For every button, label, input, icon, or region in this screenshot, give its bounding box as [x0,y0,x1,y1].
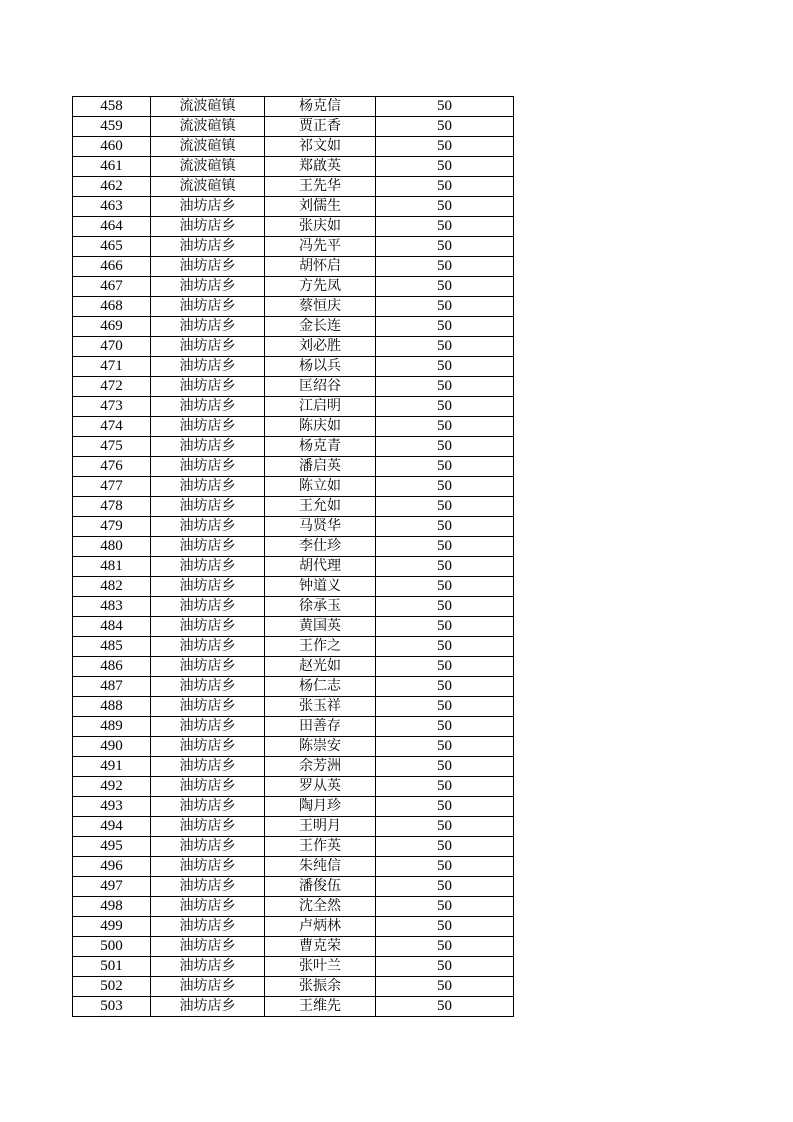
cell-number: 479 [73,517,151,537]
cell-township: 油坊店乡 [151,397,265,417]
cell-amount: 50 [376,937,514,957]
table-row [73,177,514,197]
cell-person-name: 王明月 [265,817,376,837]
cell-township: 油坊店乡 [151,777,265,797]
cell-township: 油坊店乡 [151,797,265,817]
cell-township: 油坊店乡 [151,237,265,257]
cell-person-name: 马贤华 [265,517,376,537]
cell-person-name: 朱纯信 [265,857,376,877]
cell-person-name: 杨仁志 [265,677,376,697]
table-row [73,637,514,657]
cell-number: 478 [73,497,151,517]
cell-township: 油坊店乡 [151,457,265,477]
cell-amount: 50 [376,197,514,217]
table-row [73,257,514,277]
cell-person-name: 张玉祥 [265,697,376,717]
cell-number: 494 [73,817,151,837]
cell-person-name: 胡怀启 [265,257,376,277]
cell-number: 462 [73,177,151,197]
cell-township: 油坊店乡 [151,557,265,577]
cell-person-name: 陈庆如 [265,417,376,437]
cell-number: 463 [73,197,151,217]
cell-number: 497 [73,877,151,897]
cell-number: 468 [73,297,151,317]
cell-township: 油坊店乡 [151,217,265,237]
cell-number: 483 [73,597,151,617]
cell-amount: 50 [376,857,514,877]
cell-person-name: 王作英 [265,837,376,857]
cell-amount: 50 [376,337,514,357]
cell-amount: 50 [376,797,514,817]
cell-township: 流波碹镇 [151,177,265,197]
table-row [73,837,514,857]
table-row [73,357,514,377]
cell-amount: 50 [376,717,514,737]
table-row [73,917,514,937]
cell-amount: 50 [376,417,514,437]
table-row [73,897,514,917]
cell-amount: 50 [376,397,514,417]
cell-number: 472 [73,377,151,397]
cell-township: 油坊店乡 [151,437,265,457]
cell-person-name: 陶月珍 [265,797,376,817]
table-container [72,96,513,1017]
table-row [73,237,514,257]
cell-amount: 50 [376,237,514,257]
cell-number: 499 [73,917,151,937]
table-row [73,497,514,517]
cell-amount: 50 [376,437,514,457]
cell-township: 油坊店乡 [151,417,265,437]
table-row [73,477,514,497]
table-row [73,977,514,997]
cell-amount: 50 [376,697,514,717]
table-row [73,297,514,317]
table-row [73,797,514,817]
cell-amount: 50 [376,577,514,597]
cell-township: 流波碹镇 [151,137,265,157]
cell-person-name: 杨以兵 [265,357,376,377]
cell-amount: 50 [376,877,514,897]
cell-township: 油坊店乡 [151,737,265,757]
cell-amount: 50 [376,837,514,857]
cell-township: 油坊店乡 [151,377,265,397]
cell-number: 501 [73,957,151,977]
table-row [73,337,514,357]
cell-number: 500 [73,937,151,957]
cell-number: 459 [73,117,151,137]
table-row [73,677,514,697]
cell-person-name: 刘儒生 [265,197,376,217]
table-row [73,697,514,717]
cell-number: 503 [73,997,151,1017]
table-row [73,657,514,677]
table-row [73,377,514,397]
cell-township: 油坊店乡 [151,997,265,1017]
table-row [73,537,514,557]
cell-number: 493 [73,797,151,817]
cell-amount: 50 [376,637,514,657]
cell-township: 油坊店乡 [151,937,265,957]
cell-number: 473 [73,397,151,417]
table-row [73,957,514,977]
cell-number: 485 [73,637,151,657]
cell-amount: 50 [376,597,514,617]
cell-township: 油坊店乡 [151,277,265,297]
cell-amount: 50 [376,817,514,837]
cell-township: 油坊店乡 [151,357,265,377]
cell-number: 487 [73,677,151,697]
cell-township: 油坊店乡 [151,617,265,637]
cell-number: 498 [73,897,151,917]
cell-township: 油坊店乡 [151,577,265,597]
cell-number: 492 [73,777,151,797]
cell-township: 流波碹镇 [151,97,265,117]
table-row [73,217,514,237]
cell-amount: 50 [376,917,514,937]
cell-person-name: 徐承玉 [265,597,376,617]
table-row [73,777,514,797]
cell-number: 488 [73,697,151,717]
cell-number: 489 [73,717,151,737]
cell-person-name: 冯先平 [265,237,376,257]
cell-township: 油坊店乡 [151,257,265,277]
table-row [73,617,514,637]
cell-amount: 50 [376,137,514,157]
cell-amount: 50 [376,217,514,237]
cell-person-name: 祁文如 [265,137,376,157]
cell-person-name: 蔡恒庆 [265,297,376,317]
cell-amount: 50 [376,257,514,277]
cell-township: 油坊店乡 [151,837,265,857]
table-row [73,597,514,617]
cell-amount: 50 [376,517,514,537]
cell-township: 流波碹镇 [151,157,265,177]
table-row [73,817,514,837]
table-row [73,317,514,337]
cell-number: 470 [73,337,151,357]
cell-township: 油坊店乡 [151,697,265,717]
cell-township: 油坊店乡 [151,497,265,517]
cell-township: 油坊店乡 [151,657,265,677]
cell-amount: 50 [376,377,514,397]
table-body [73,97,514,1017]
table-row [73,277,514,297]
table-row [73,457,514,477]
cell-person-name: 郑啟英 [265,157,376,177]
cell-number: 475 [73,437,151,457]
cell-township: 油坊店乡 [151,817,265,837]
cell-person-name: 田善存 [265,717,376,737]
table-row [73,757,514,777]
cell-number: 469 [73,317,151,337]
cell-number: 465 [73,237,151,257]
cell-township: 油坊店乡 [151,317,265,337]
table-row [73,97,514,117]
cell-amount: 50 [376,277,514,297]
cell-number: 484 [73,617,151,637]
cell-number: 476 [73,457,151,477]
cell-number: 496 [73,857,151,877]
cell-person-name: 江启明 [265,397,376,417]
cell-person-name: 杨克青 [265,437,376,457]
cell-township: 油坊店乡 [151,917,265,937]
cell-person-name: 沈全然 [265,897,376,917]
cell-number: 466 [73,257,151,277]
cell-number: 460 [73,137,151,157]
cell-amount: 50 [376,897,514,917]
cell-number: 464 [73,217,151,237]
table-row [73,157,514,177]
table-row [73,577,514,597]
cell-amount: 50 [376,737,514,757]
cell-township: 油坊店乡 [151,977,265,997]
cell-amount: 50 [376,177,514,197]
cell-number: 495 [73,837,151,857]
table-row [73,137,514,157]
cell-township: 油坊店乡 [151,297,265,317]
cell-person-name: 潘俊伍 [265,877,376,897]
cell-person-name: 胡代理 [265,557,376,577]
table-row [73,437,514,457]
cell-person-name: 陈崇安 [265,737,376,757]
cell-number: 491 [73,757,151,777]
cell-person-name: 匡绍谷 [265,377,376,397]
cell-amount: 50 [376,97,514,117]
cell-number: 481 [73,557,151,577]
cell-person-name: 杨克信 [265,97,376,117]
cell-amount: 50 [376,557,514,577]
cell-township: 油坊店乡 [151,857,265,877]
roster-table [72,96,514,1017]
cell-person-name: 陈立如 [265,477,376,497]
cell-number: 458 [73,97,151,117]
cell-person-name: 王先华 [265,177,376,197]
cell-amount: 50 [376,117,514,137]
cell-number: 467 [73,277,151,297]
cell-amount: 50 [376,997,514,1017]
table-row [73,857,514,877]
table-row [73,937,514,957]
cell-number: 477 [73,477,151,497]
cell-number: 490 [73,737,151,757]
cell-amount: 50 [376,477,514,497]
cell-amount: 50 [376,537,514,557]
cell-person-name: 卢炳林 [265,917,376,937]
cell-person-name: 潘启英 [265,457,376,477]
table-row [73,737,514,757]
cell-person-name: 方先凤 [265,277,376,297]
cell-person-name: 贾正香 [265,117,376,137]
cell-township: 油坊店乡 [151,957,265,977]
cell-amount: 50 [376,757,514,777]
table-row [73,717,514,737]
cell-person-name: 曹克荣 [265,937,376,957]
cell-person-name: 黄国英 [265,617,376,637]
cell-township: 油坊店乡 [151,877,265,897]
cell-amount: 50 [376,657,514,677]
cell-person-name: 王允如 [265,497,376,517]
cell-amount: 50 [376,777,514,797]
cell-person-name: 张庆如 [265,217,376,237]
cell-person-name: 张叶兰 [265,957,376,977]
cell-township: 油坊店乡 [151,597,265,617]
cell-township: 油坊店乡 [151,517,265,537]
cell-person-name: 罗从英 [265,777,376,797]
cell-person-name: 刘必胜 [265,337,376,357]
cell-amount: 50 [376,957,514,977]
cell-township: 油坊店乡 [151,477,265,497]
cell-township: 油坊店乡 [151,337,265,357]
cell-number: 480 [73,537,151,557]
table-row [73,557,514,577]
cell-amount: 50 [376,677,514,697]
cell-amount: 50 [376,357,514,377]
cell-township: 油坊店乡 [151,757,265,777]
table-row [73,997,514,1017]
cell-number: 486 [73,657,151,677]
table-row [73,197,514,217]
cell-township: 油坊店乡 [151,197,265,217]
cell-person-name: 李仕珍 [265,537,376,557]
cell-township: 流波碹镇 [151,117,265,137]
table-row [73,877,514,897]
cell-number: 502 [73,977,151,997]
cell-person-name: 赵光如 [265,657,376,677]
cell-amount: 50 [376,617,514,637]
cell-amount: 50 [376,977,514,997]
cell-person-name: 王作之 [265,637,376,657]
cell-person-name: 钟道义 [265,577,376,597]
table-row [73,417,514,437]
table-row [73,117,514,137]
cell-person-name: 金长连 [265,317,376,337]
cell-township: 油坊店乡 [151,717,265,737]
cell-township: 油坊店乡 [151,677,265,697]
cell-number: 474 [73,417,151,437]
cell-number: 482 [73,577,151,597]
cell-township: 油坊店乡 [151,537,265,557]
table-row [73,397,514,417]
cell-amount: 50 [376,297,514,317]
cell-amount: 50 [376,457,514,477]
cell-amount: 50 [376,157,514,177]
cell-person-name: 张振余 [265,977,376,997]
cell-amount: 50 [376,497,514,517]
cell-number: 471 [73,357,151,377]
table-row [73,517,514,537]
cell-amount: 50 [376,317,514,337]
cell-number: 461 [73,157,151,177]
cell-person-name: 王维先 [265,997,376,1017]
cell-township: 油坊店乡 [151,897,265,917]
cell-township: 油坊店乡 [151,637,265,657]
cell-person-name: 余芳洲 [265,757,376,777]
